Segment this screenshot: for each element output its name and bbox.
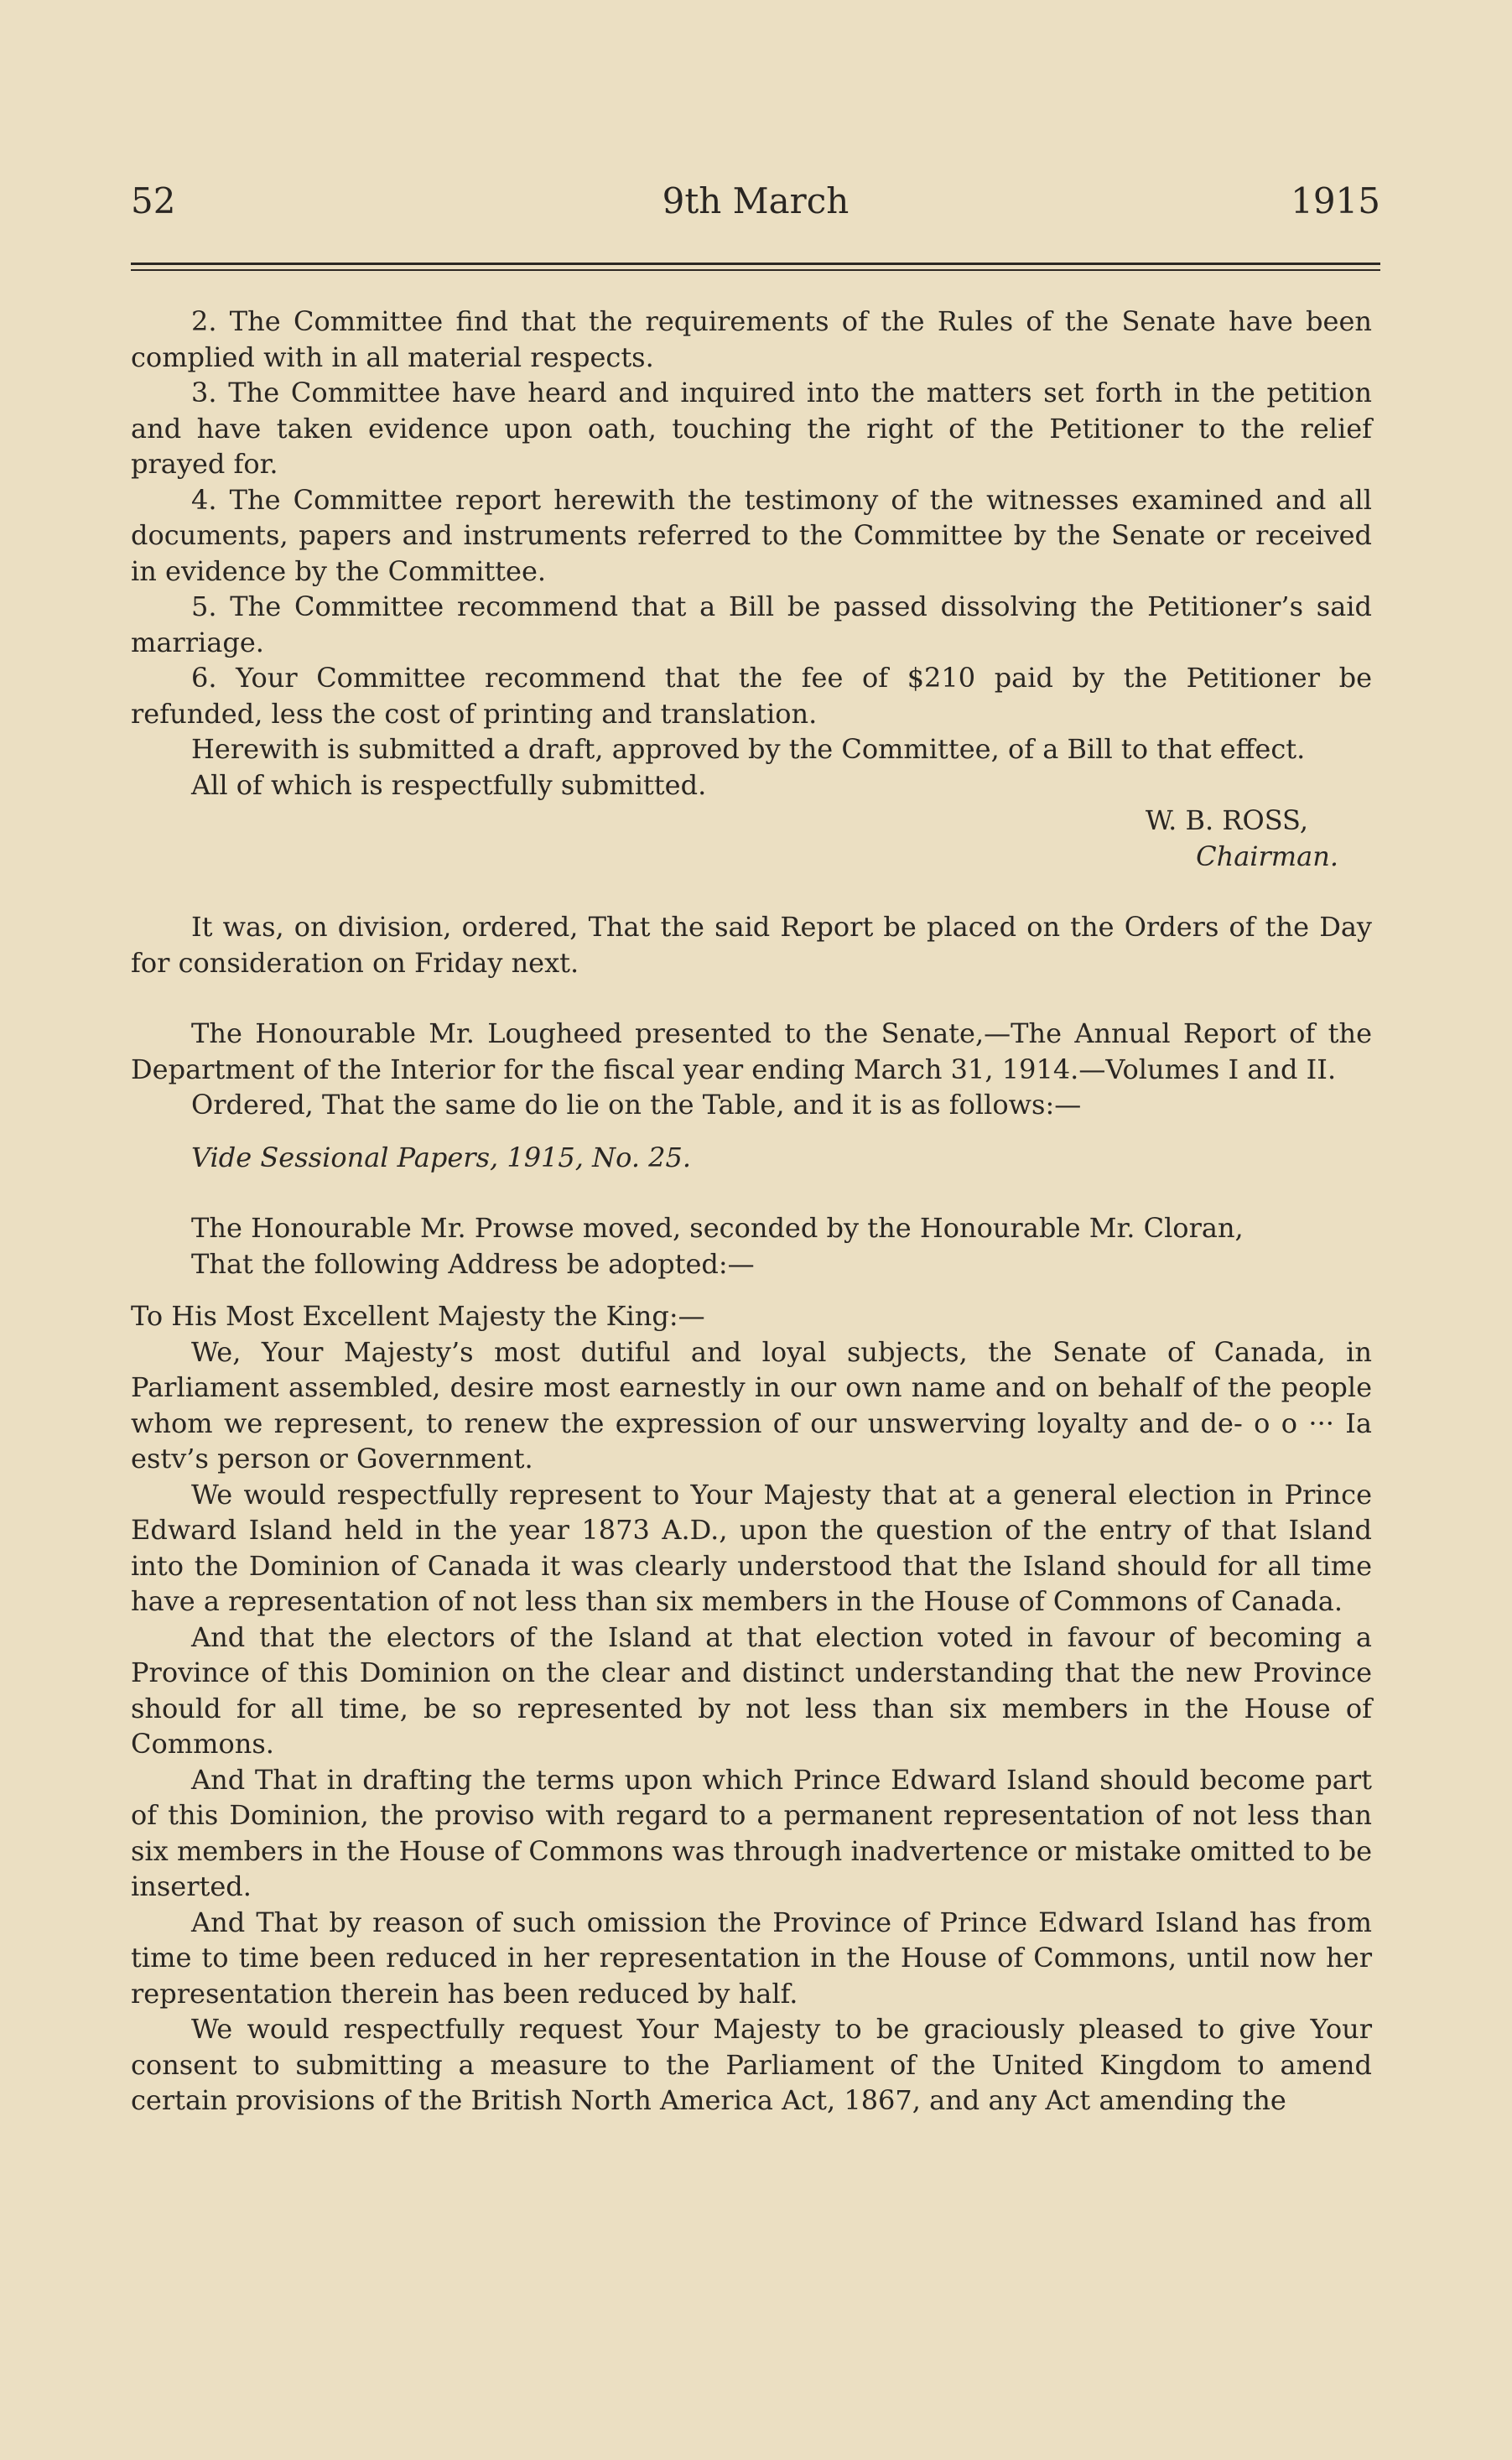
address-paragraph-electors: And that the electors of the Island at that election voted in favour of becoming a Province of this Dominion on the clear and distinct understanding that the new Province should for all time, be so represented by not less than six members in the House of Commons.: [131, 1620, 1372, 1760]
committee-paragraph-2: 2. The Committee find that the requirements of the Rules of the Senate have been complied with in all material respects.: [131, 305, 1372, 373]
committee-closing: All of which is respectfully submitted.: [191, 768, 707, 801]
sessional-papers-reference: Vide Sessional Papers, 1915, No. 25.: [191, 1141, 692, 1173]
committee-paragraph-4: 4. The Committee report herewith the testimony of the witnesses examined and all documents, papers and instruments referred to the Committee by the Senate or received in evidence by the Committee.: [131, 483, 1372, 587]
page-date: 9th March: [662, 180, 850, 221]
committee-paragraph-6: 6. Your Committee recommend that the fee of $210 paid by the Petitioner be refunded, less the cost of printing and translation.: [131, 662, 1372, 730]
address-paragraph-loyalty: We, Your Majesty’s most dutiful and loyal subjects, the Senate of Canada, in Parliament assembled, desire most earnestly in our own name and on behalf of the people whom we represent, to renew the expression of our unswerving loyalty and de- o o ··· Ia estv’s person or Government.: [131, 1335, 1372, 1474]
address-salutation: To His Most Excellent Majesty the King:—: [131, 1300, 705, 1332]
signature-block: [131, 803, 1338, 874]
page-header: [131, 180, 1380, 231]
committee-paragraph-3: 3. The Committee have heard and inquired into the matters set forth in the petition and have taken evidence upon oath, touching the right of the Petitioner to the relief prayed for.: [131, 377, 1372, 480]
document-body: [131, 304, 1372, 2119]
address-paragraph-election: We would respectfully represent to Your Majesty that at a general election in Prince Edward Island held in the year 1873 A.D., upon the question of the entry of that Island into the Dominion of Canada it was clearly understood that the Island should for all time have a representation of not less than six members in the House of Commons of Canada.: [131, 1478, 1372, 1617]
lougheed-presented-paragraph: The Honourable Mr. Lougheed presented to the Senate,—The Annual Report of the Department of the Interior for the fiscal year ending March 31, 1914.—Volumes I and II.: [131, 1017, 1372, 1085]
header-rule-top: [131, 263, 1380, 265]
lougheed-ordered-paragraph: Ordered, That the same do lie on the Table, and it is as follows:—: [191, 1089, 1082, 1121]
page-year: 1915: [1291, 180, 1380, 221]
signature-title: Chairman.: [1196, 840, 1338, 872]
prowse-motion-paragraph: The Honourable Mr. Prowse moved, seconded by the Honourable Mr. Cloran,: [191, 1212, 1244, 1244]
committee-draft-note: Herewith is submitted a draft, approved by the Committee, of a Bill to that effect.: [191, 733, 1306, 765]
order-report-paragraph: It was, on division, ordered, That the said Report be placed on the Orders of the Day for consideration on Friday next.: [131, 911, 1372, 979]
header-rule-bottom: [131, 269, 1380, 271]
page-number: 52: [131, 180, 176, 221]
address-paragraph-drafting: And That in drafting the terms upon which Prince Edward Island should become part of this Dominion, the proviso with regard to a permanent representation of not less than six members in the House of Commons was through inadvertence or mistake omitted to be inserted.: [131, 1763, 1372, 1902]
prowse-address-line: That the following Address be adopted:—: [191, 1247, 755, 1280]
committee-paragraph-5: 5. The Committee recommend that a Bill be passed dissolving the Petitioner’s said marriage.: [131, 590, 1372, 658]
address-paragraph-omission: And That by reason of such omission the Province of Prince Edward Island has from time to time been reduced in her representation in the House of Commons, until now her representation therein has been reduced by half.: [131, 1906, 1372, 2010]
signature-name: W. B. ROSS,: [1145, 804, 1308, 836]
address-paragraph-request: We would respectfully request Your Majesty to be graciously pleased to give Your consent to submitting a measure to the Parliament of the United Kingdom to amend certain provisions of the British North America Act, 1867, and any Act amending the: [131, 2013, 1372, 2116]
